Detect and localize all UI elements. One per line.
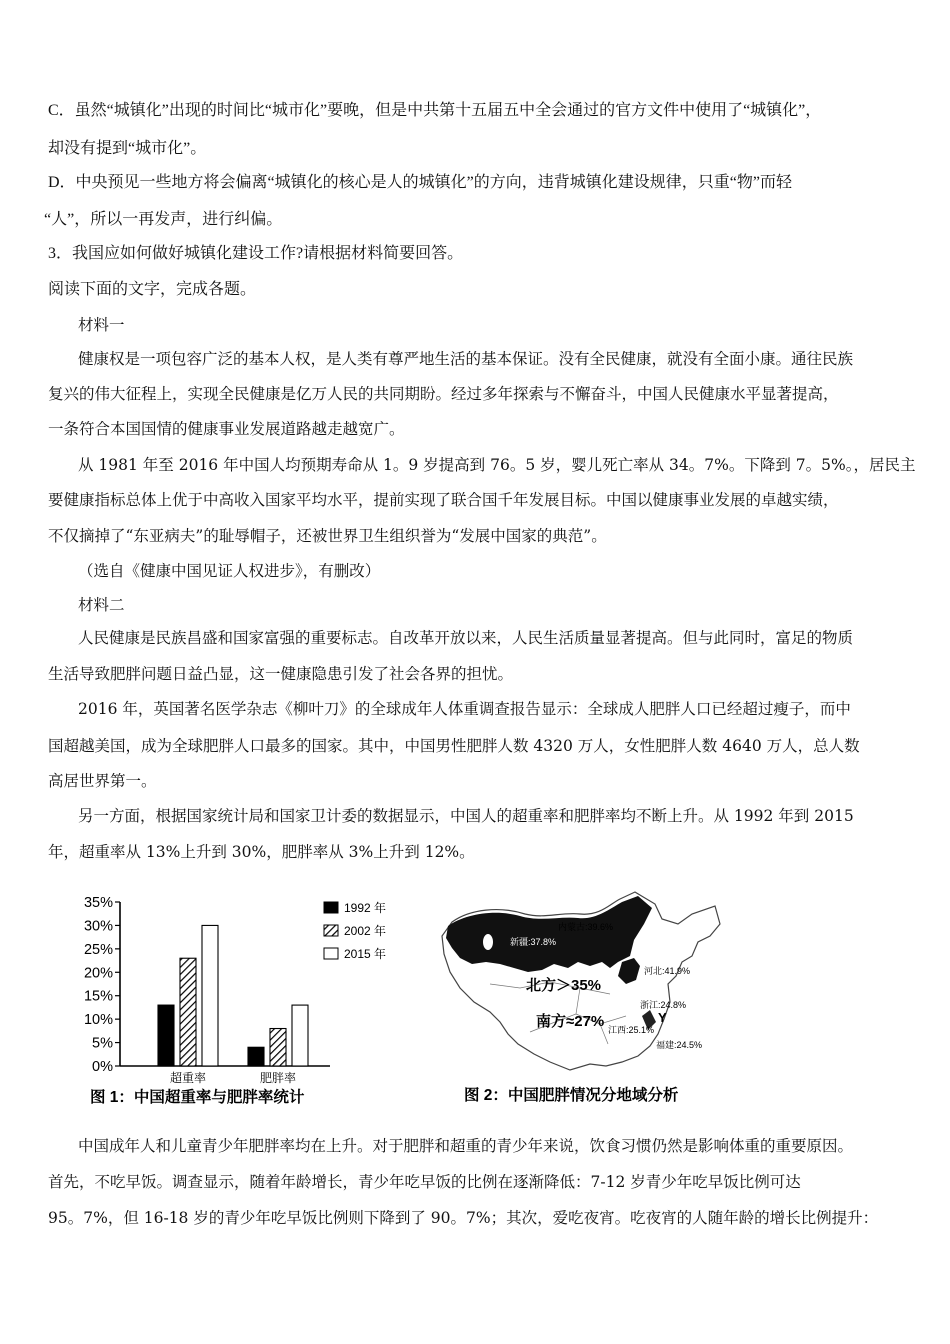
y-tick-label: 25% (83, 941, 113, 958)
legend-label: 1992 年 (344, 901, 387, 915)
paragraph-line: 不仅摘掉了“东亚病夫”的耻辱帽子，还被世界卫生组织誉为“发展中国家的典范”。 (48, 527, 607, 545)
map-label-hebei: 河北:41.9% (644, 966, 691, 976)
paragraph-line: 从 1981 年至 2016 年中国人均预期寿命从 1。9 岁提高到 76。5 岁，婴儿死亡率从 34。7%。下降到 7。5%。，居民主 (78, 456, 916, 474)
y-tick-label: 30% (83, 918, 113, 935)
paragraph-line: 要健康指标总体上优于中高收入国家平均水平，提前实现了联合国千年发展目标。中国以健康事业发展的卓越实绩， (48, 491, 839, 509)
bar-obesity-1992 (248, 1047, 264, 1066)
question-3: 3．我国应如何做好城镇化建设工作?请根据材料简要回答。 (48, 245, 464, 262)
legend-label: 2002 年 (344, 924, 387, 938)
paragraph-line: 健康权是一项包容广泛的基本人权，是人类有尊严地生活的基本保证。没有全民健康，就没有全面小康。通往民族 (78, 350, 854, 368)
y-tick-label: 35% (83, 895, 113, 911)
source-note: （选自《健康中国见证人权进步》，有删改） (78, 562, 381, 580)
paragraph-line: 人民健康是民族昌盛和国家富强的重要标志。自改革开放以来，人民生活质量显著提高。但与此同时，富足的物质 (78, 629, 854, 647)
map-label-xinjiang: 新疆:37.8% (510, 937, 557, 947)
x-axis-labels (170, 1070, 296, 1085)
paragraph-line: 高居世界第一。 (48, 772, 157, 790)
option-c-line1: C．虽然“城镇化”出现的时间比“城市化”要晚，但是中共第十五届五中全会通过的官方文件中使用了“城镇化”， (48, 102, 822, 119)
map-label-zhejiang: 浙江:24.8% (640, 1000, 687, 1010)
material-2-heading: 材料二 (78, 596, 125, 614)
bar-group (158, 925, 308, 1066)
paragraph-line: 生活导致肥胖问题日益凸显，这一健康隐患引发了社会各界的担忧。 (48, 665, 514, 683)
material-1-heading: 材料一 (78, 316, 125, 334)
legend-swatch (324, 948, 338, 959)
map-marker-y: Y (658, 1010, 667, 1025)
map-lake (483, 934, 493, 950)
legend-label: 2015 年 (344, 947, 387, 961)
paragraph-line: 一条符合本国国情的健康事业发展道路越走越宽广。 (48, 420, 405, 438)
bar-overweight-2002 (180, 958, 196, 1066)
legend-swatch (324, 925, 338, 936)
bar-obesity-2002 (270, 1029, 286, 1066)
y-tick-label: 10% (83, 1012, 113, 1029)
bar-overweight-2015 (202, 925, 218, 1066)
y-tick-label: 0% (92, 1059, 113, 1075)
paragraph-line: 国超越美国，成为全球肥胖人口最多的国家。其中，中国男性肥胖人数 4320 万人，女性肥胖人数 4640 万人，总人数 (48, 737, 860, 755)
map-label-jiangxi: 江西:25.1% (608, 1025, 655, 1035)
overweight-obesity-chart (82, 888, 387, 1118)
bar-obesity-2015 (292, 1005, 308, 1066)
map-label-north: 北方＞35% (526, 977, 602, 994)
paragraph-line: 另一方面，根据国家统计局和国家卫计委的数据显示，中国人的超重率和肥胖率均不断上升。从 1992 年到 2015 (78, 807, 854, 825)
paragraph-line: 年，超重率从 13%上升到 30%，肥胖率从 3%上升到 12%。 (48, 843, 475, 861)
paragraph-line: 复兴的伟大征程上，实现全民健康是亿万人民的共同期盼。经过多年探索与不懈奋斗，中国人民健康水平显著提高， (48, 385, 839, 403)
x-category-label: 肥胖率 (259, 1071, 297, 1085)
paragraph-line: 首先，不吃早饭。调查显示，随着年龄增长，青少年吃早饭的比例在逐渐降低：7-12 岁青少年吃早饭比例可达 (48, 1173, 801, 1191)
paragraph-line: 2016 年，英国著名医学杂志《柳叶刀》的全球成年人体重调查报告显示：全球成人肥胖人口已经超过瘦子，而中 (78, 700, 851, 718)
paragraph-line: 95。7%，但 16-18 岁的青少年吃早饭比例则下降到了 90。7%；其次，爱吃夜宵。吃夜宵的人随年龄的增长比例提升： (48, 1209, 879, 1227)
bar-overweight-1992 (158, 1005, 174, 1066)
x-category-label: 超重率 (169, 1071, 207, 1085)
y-tick-label: 15% (83, 988, 113, 1005)
option-d-line2: “人”，所以一再发声，进行纠偏。 (44, 211, 283, 228)
china-obesity-map (430, 884, 730, 1118)
reading-instruction: 阅读下面的文字，完成各题。 (48, 281, 257, 298)
chart-title: 图 1：中国超重率与肥胖率统计 (90, 1089, 305, 1106)
map-label-south: 南方≈27% (536, 1013, 605, 1030)
legend-swatch (324, 902, 338, 913)
y-tick-label: 20% (83, 965, 113, 982)
y-tick-label: 5% (92, 1035, 113, 1052)
map-label-fujian: 福建:24.5% (656, 1040, 703, 1050)
chart-legend (324, 900, 386, 961)
map-label-neimenggu: 内蒙古:39.6% (558, 922, 614, 932)
option-c-line2: 却没有提到“城市化”。 (48, 140, 207, 157)
paragraph-line: 中国成年人和儿童青少年肥胖率均在上升。对于肥胖和超重的青少年来说，饮食习惯仍然是影响体重的重要原因。 (78, 1137, 854, 1155)
map-title: 图 2：中国肥胖情况分地域分析 (464, 1087, 679, 1104)
option-d-line1: D．中央预见一些地方将会偏离“城镇化的核心是人的城镇化”的方向，违背城镇化建设规律，只重“物”而轻 (48, 174, 792, 191)
